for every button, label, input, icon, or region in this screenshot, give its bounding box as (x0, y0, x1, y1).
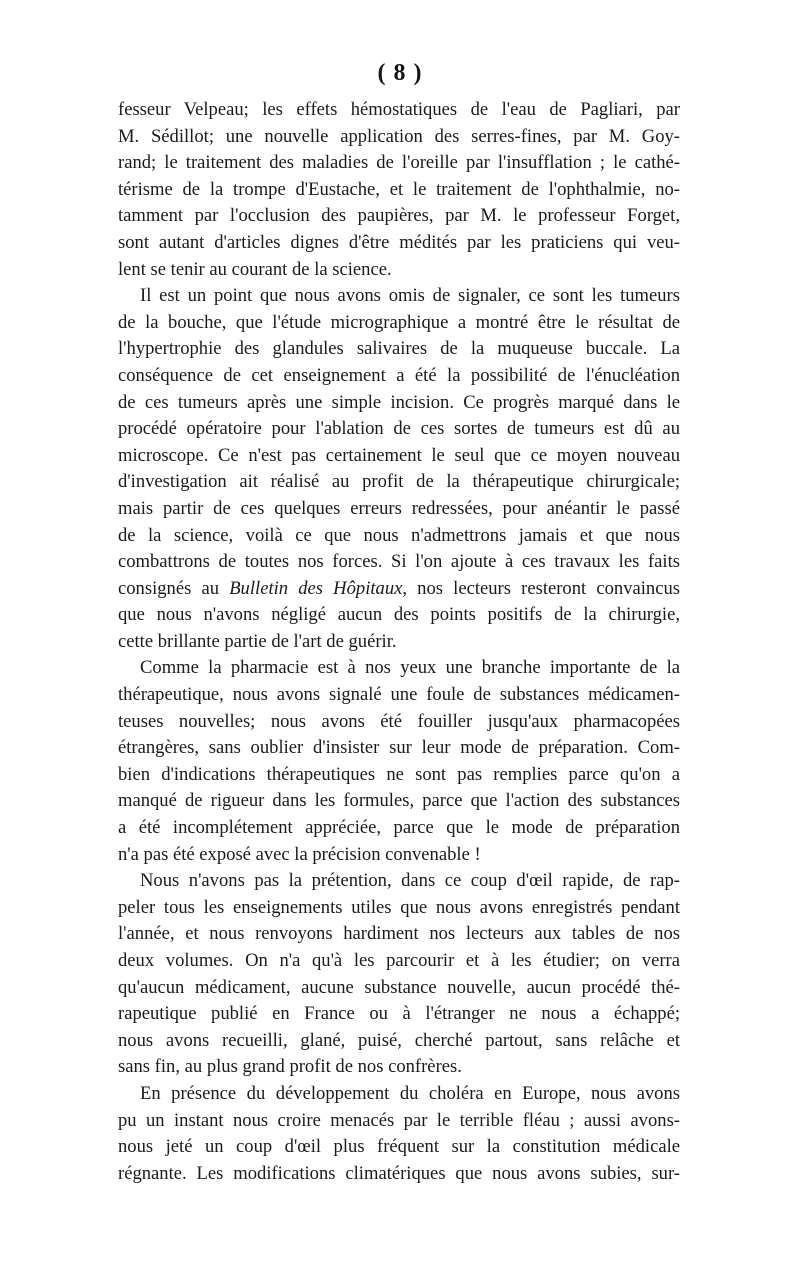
text-line: régnante. Les modifications climatériques que nous avons subies, sur- (118, 1162, 680, 1184)
body-text (118, 97, 680, 1187)
text-line: microscope. Ce n'est pas certainement le seul que ce moyen nouveau (118, 444, 680, 466)
italic-title: Bulletin des Hôpitaux (229, 577, 403, 599)
text-line: que nous n'avons négligé aucun des points positifs de la chirurgie, (118, 604, 680, 626)
text-line: bien d'indications thérapeutiques ne sont pas remplies parce qu'on a (118, 763, 680, 785)
paragraph (118, 97, 680, 283)
text-segment: consignés au (118, 577, 230, 599)
text-line: de la bouche, que l'étude micrographique a montré être le résultat de (118, 311, 680, 333)
text-line: En présence du développement du choléra en Europe, nous avons (140, 1082, 680, 1104)
text-line: sont autant d'articles dignes d'être médités par les praticiens qui veu- (118, 231, 680, 253)
text-line: manqué de rigueur dans les formules, parce que l'action des substances (118, 790, 680, 812)
text-line: Il est un point que nous avons omis de signaler, ce sont les tumeurs (140, 285, 680, 307)
text-line: deux volumes. On n'a qu'à les parcourir et à les étudier; on verra (118, 950, 680, 971)
text-line: l'hypertrophie des glandules salivaires de la muqueuse buccale. La (118, 338, 680, 360)
paragraph (118, 655, 680, 868)
text-line (118, 576, 680, 603)
text-line: thérapeutique, nous avons signalé une foule de substances médicamen- (118, 684, 680, 706)
text-line: lent se tenir au courant de la science. (118, 258, 392, 280)
text-line: a été incomplétement appréciée, parce que le mode de préparation (118, 817, 680, 839)
text-line: l'année, et nous renvoyons hardiment nos lecteurs aux tables de nos (118, 923, 680, 945)
text-line: mais partir de ces quelques erreurs redressées, pour anéantir le passé (118, 497, 680, 519)
text-line: térisme de la trompe d'Eustache, et le traitement de l'ophthalmie, no- (118, 178, 680, 200)
paragraph (118, 283, 680, 655)
text-line: nous jeté un coup d'œil plus fréquent sur la constitution médicale (118, 1136, 680, 1158)
text-line: sans fin, au plus grand profit de nos confrères. (118, 1056, 462, 1078)
paragraph (118, 1081, 680, 1187)
text-line: M. Sédillot; une nouvelle application des serres-fines, par M. Goy- (118, 125, 680, 147)
text-line: d'investigation ait réalisé au profit de la thérapeutique chirurgicale; (118, 471, 680, 493)
text-line: de la science, voilà ce que nous n'admettrons jamais et que nous (118, 524, 680, 546)
text-line: rand; le traitement des maladies de l'oreille par l'insufflation ; le cathé- (118, 152, 680, 174)
text-line: teuses nouvelles; nous avons été fouiller jusqu'aux pharmacopées (118, 710, 680, 732)
text-line: tamment par l'occlusion des paupières, par M. le professeur Forget, (118, 205, 680, 227)
text-line: rapeutique publié en France ou à l'étranger ne nous a échappé; (118, 1003, 680, 1025)
text-line: peler tous les enseignements utiles que nous avons enregistrés pendant (118, 896, 680, 918)
text-line: conséquence de cet enseignement a été la possibilité de l'énucléation (118, 364, 680, 386)
page-number: ( 8 ) (377, 60, 423, 86)
text-line: fesseur Velpeau; les effets hémostatiques de l'eau de Pagliari, par (118, 99, 680, 120)
text-line: pu un instant nous croire menacés par le terrible fléau ; aussi avons- (118, 1109, 680, 1131)
text-line: Comme la pharmacie est à nos yeux une branche importante de la (140, 657, 680, 679)
text-line: n'a pas été exposé avec la précision convenable ! (118, 843, 481, 865)
paragraph (118, 868, 680, 1081)
text-line: qu'aucun médicament, aucune substance nouvelle, aucun procédé thé- (118, 976, 680, 998)
text-line: combattrons de toutes nos forces. Si l'on ajoute à ces travaux les faits (118, 551, 680, 573)
text-line: nous avons recueilli, glané, puisé, cherché partout, sans relâche et (118, 1029, 680, 1051)
text-line: de ces tumeurs après une simple incision. Ce progrès marqué dans le (118, 391, 680, 413)
text-line: cette brillante partie de l'art de guérir. (118, 630, 397, 652)
text-line: étrangères, sans oublier d'insister sur leur mode de préparation. Com- (118, 737, 680, 759)
text-line: Nous n'avons pas la prétention, dans ce coup d'œil rapide, de rap- (140, 870, 680, 892)
text-line: procédé opératoire pour l'ablation de ces sortes de tumeurs est dû au (118, 418, 680, 440)
text-segment: , nos lecteurs resteront convaincus (402, 577, 680, 599)
